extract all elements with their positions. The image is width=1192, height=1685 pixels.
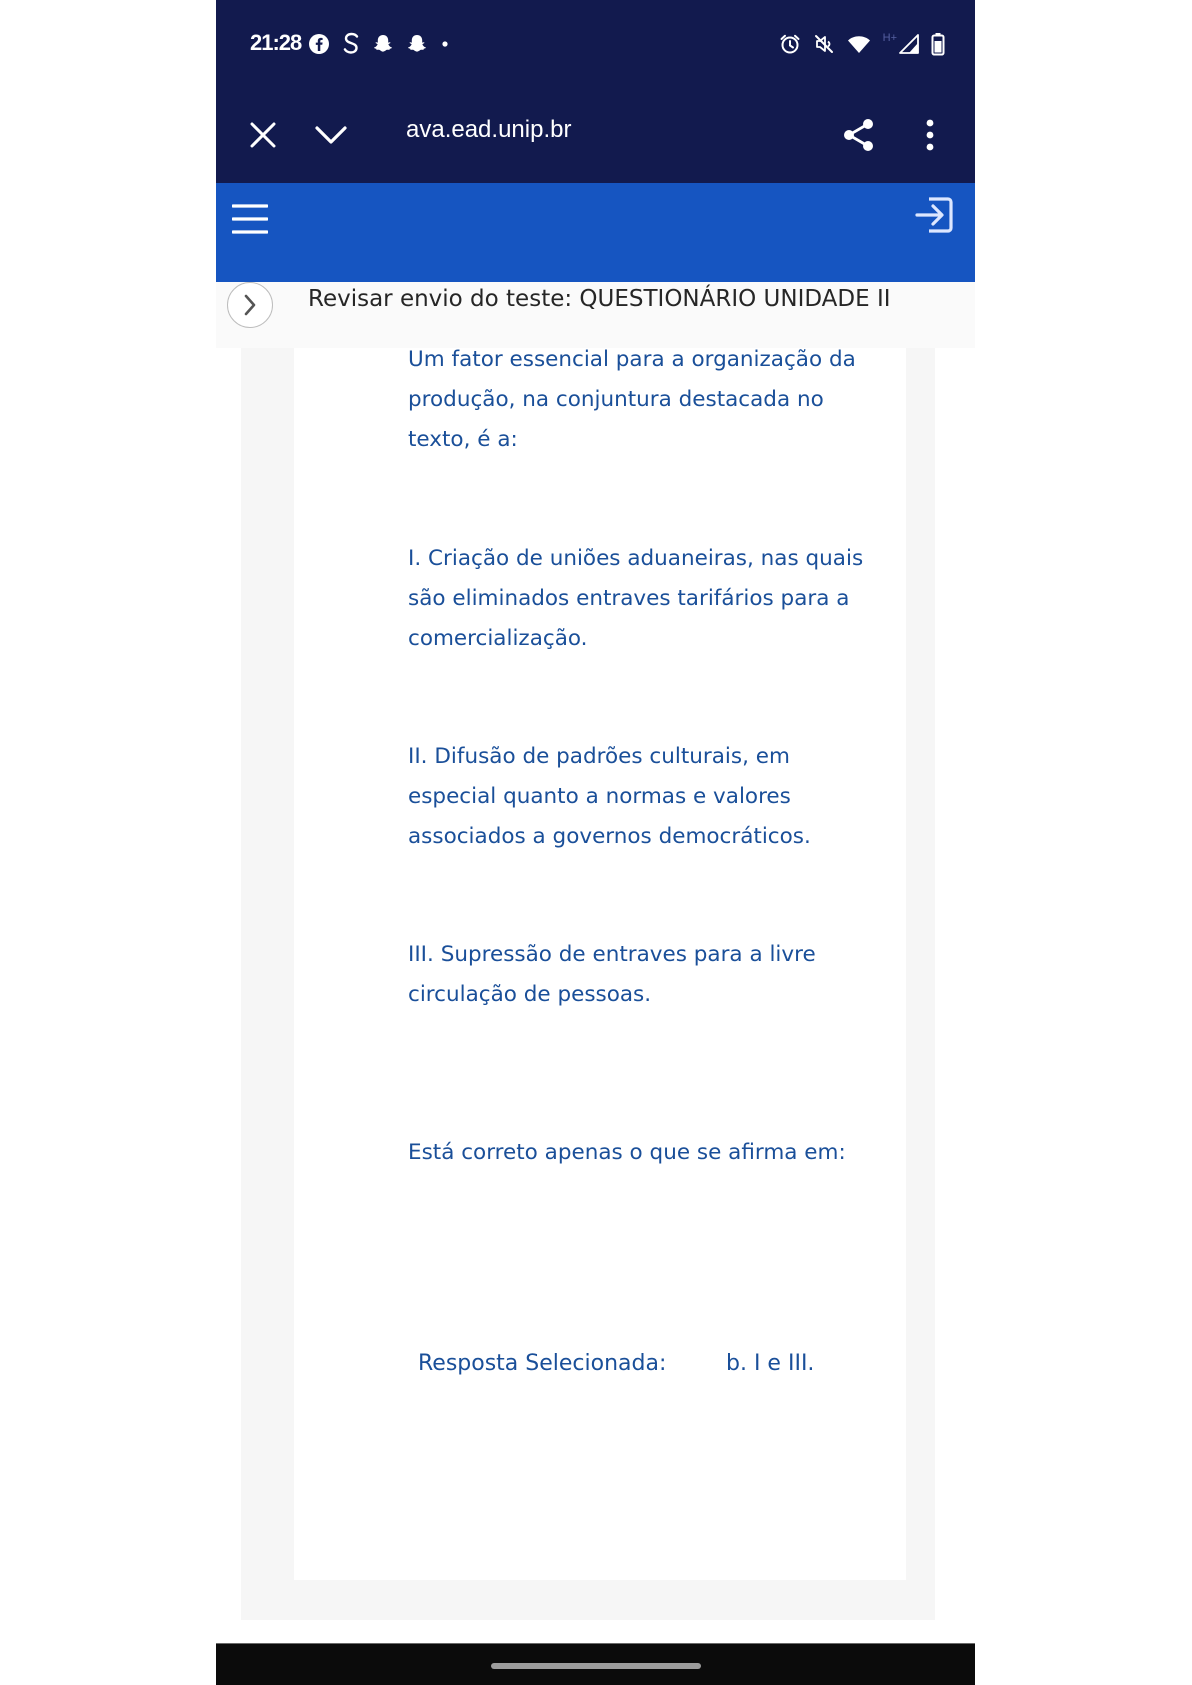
share-icon	[841, 117, 877, 153]
vibrate-off-icon	[813, 33, 835, 55]
hamburger-icon	[232, 203, 268, 235]
home-gesture-handle[interactable]	[491, 1663, 701, 1669]
alarm-icon	[779, 33, 801, 55]
question-item-1: I. Criação de uniões aduaneiras, nas quais são eliminados entraves tarifários para a comercialização.	[408, 546, 864, 651]
question-item-3: III. Supressão de entraves para a livre circulação de pessoas.	[408, 942, 816, 1007]
facebook-icon	[308, 33, 330, 55]
close-icon	[249, 121, 277, 149]
share-button[interactable]	[833, 109, 885, 161]
course-menu-toggle[interactable]	[227, 282, 273, 328]
status-time: 21:28	[250, 30, 302, 55]
s-icon	[342, 31, 360, 57]
browser-toolbar	[216, 88, 975, 183]
battery-icon	[931, 32, 945, 56]
content-area	[241, 348, 935, 1620]
question-intro: Um fator essencial para a organização da produção, na conjuntura destacada no texto, é a:	[408, 347, 856, 452]
url-display[interactable]: ava.ead.unip.br	[406, 116, 572, 143]
snapchat-icon	[406, 33, 428, 55]
page-title: Revisar envio do teste: QUESTIONÁRIO UNIDADE II	[308, 286, 891, 312]
more-vert-icon	[925, 118, 935, 152]
signal-icon	[899, 34, 919, 54]
logout-icon	[915, 197, 953, 233]
main-menu-button[interactable]	[228, 199, 272, 239]
logout-button[interactable]	[911, 194, 957, 236]
dot-icon	[440, 39, 450, 49]
system-icons	[779, 30, 945, 58]
system-nav-bar	[216, 1643, 975, 1685]
app-header	[216, 183, 975, 282]
snapchat-icon	[372, 33, 394, 55]
notification-icons	[308, 30, 450, 58]
chevron-down-icon	[315, 125, 347, 145]
page-breadcrumb	[216, 282, 975, 348]
status-bar	[216, 0, 975, 88]
question-card	[294, 348, 906, 1580]
network-type-label: H+	[882, 32, 897, 44]
more-options-button[interactable]	[915, 109, 945, 161]
response-label: Resposta Selecionada:	[418, 1351, 667, 1376]
response-value: b. I e III.	[726, 1351, 815, 1376]
question-item-2: II. Difusão de padrões culturais, em especial quanto a normas e valores associados a governos democráticos.	[408, 744, 811, 849]
phone-screen	[216, 0, 975, 1685]
wifi-icon	[847, 34, 871, 54]
question-prompt: Está correto apenas o que se afirma em:	[408, 1140, 846, 1165]
close-tab-button[interactable]	[238, 110, 288, 160]
collapse-toolbar-button[interactable]	[306, 110, 356, 160]
chevron-right-icon	[243, 294, 257, 316]
